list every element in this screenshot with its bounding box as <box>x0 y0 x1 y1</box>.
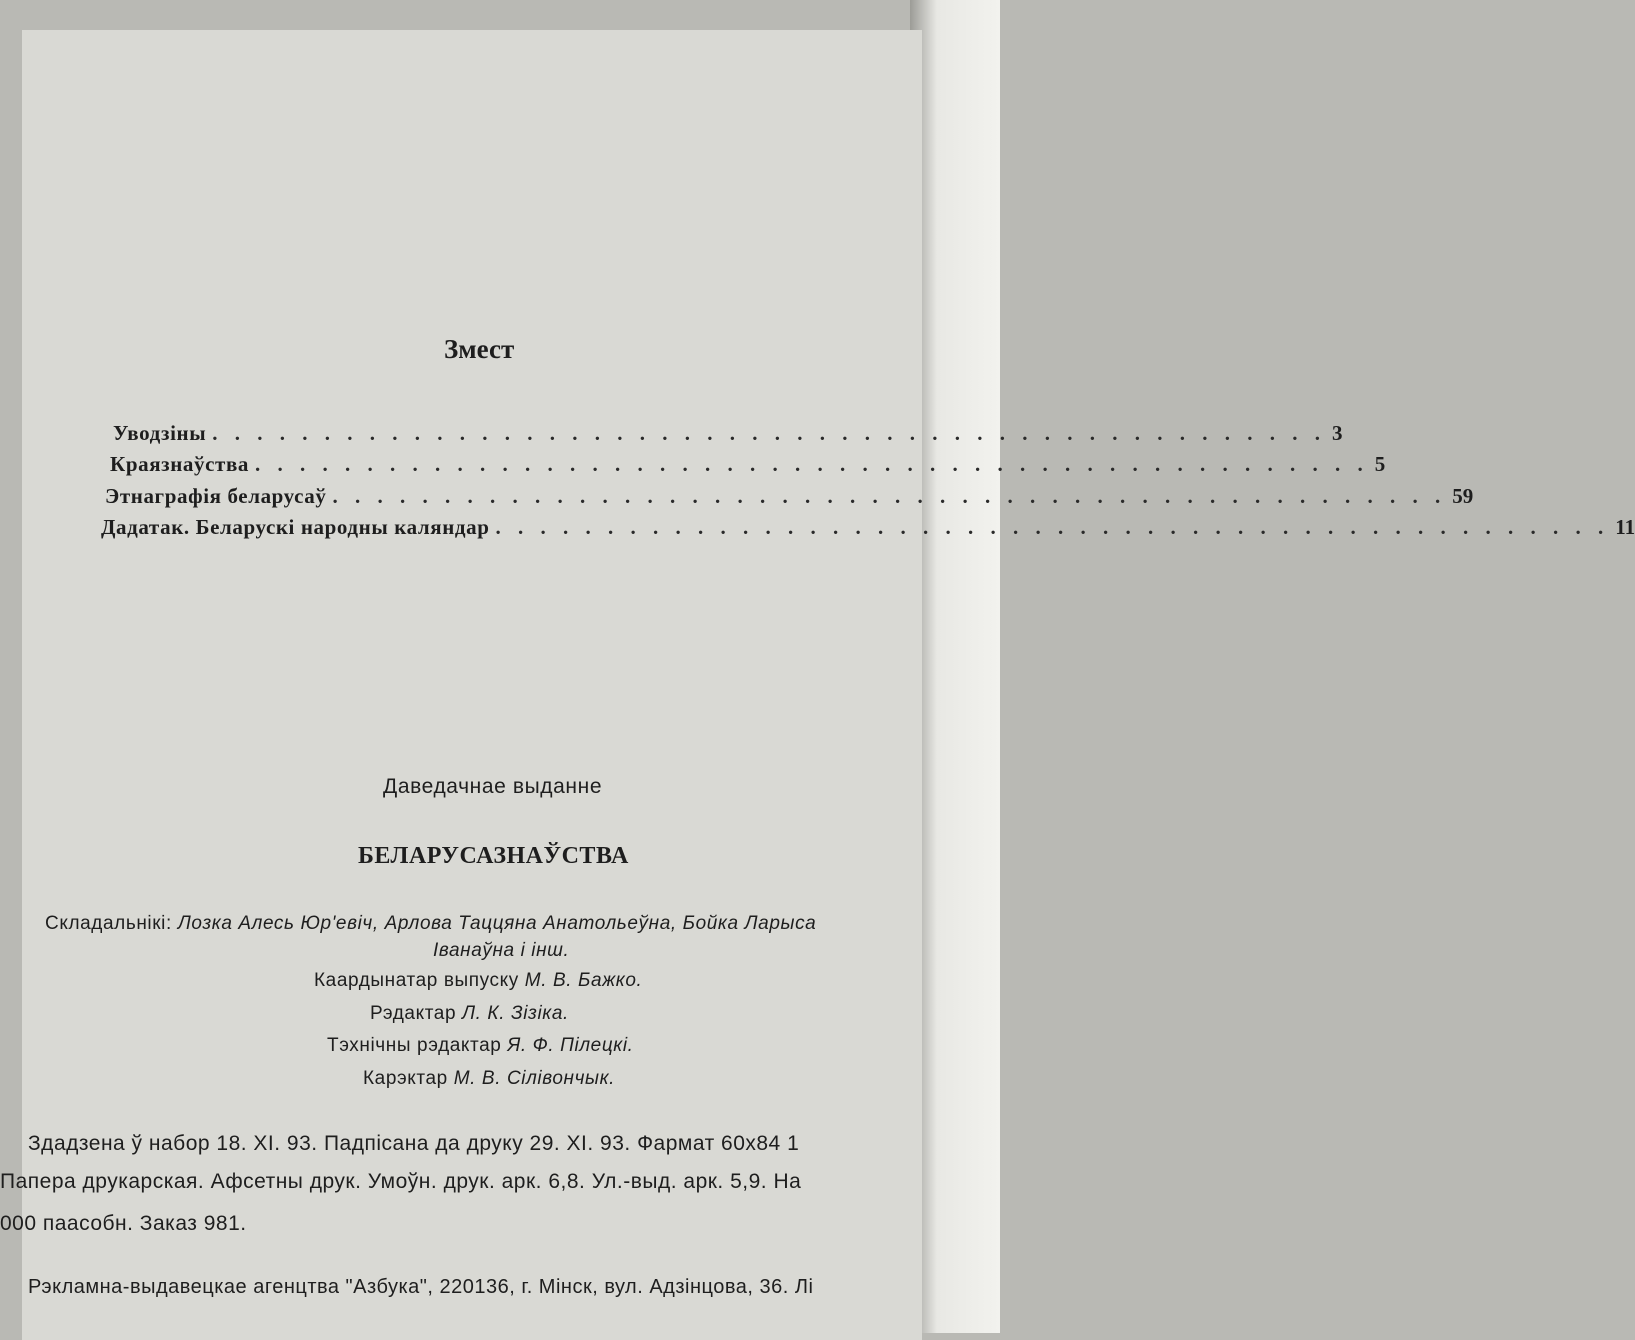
toc-entry <box>113 421 1343 451</box>
toc-entry <box>105 484 1474 514</box>
coordinator-line <box>314 970 642 992</box>
toc-leader-dots: . . . . . . . . . . . . . . . . . . . . . . . . . . . . . . . . . . . . . . . . . . . . . . . . . . <box>495 515 1610 539</box>
toc-entry <box>101 515 1635 545</box>
editor-line <box>370 1003 569 1025</box>
toc-entry-label: Дадатак. Беларускі народны каляндар <box>101 515 490 539</box>
editor-label: Рэдактар <box>370 1003 457 1024</box>
imprint-line-4: Рэкламна-выдавецкае агенцтва "Азбука", 220136, г. Мінск, вул. Адзінцова, 36. Лі <box>28 1276 814 1298</box>
toc-entry-label: Уводзіны <box>113 421 207 445</box>
toc-entry-page: 3 <box>1331 421 1343 445</box>
tech-editor-line <box>327 1035 634 1057</box>
toc-leader-dots: . . . . . . . . . . . . . . . . . . . . . . . . . . . . . . . . . . . . . . . . . . . . . . . . . . <box>212 421 1326 445</box>
toc-entry <box>110 452 1386 482</box>
edition-type: Даведачнае выданне <box>383 775 603 798</box>
proofreader-label: Карэктар <box>363 1068 448 1089</box>
proofreader-name: М. В. Сілівончык. <box>453 1068 616 1089</box>
toc-leader-dots: . . . . . . . . . . . . . . . . . . . . . . . . . . . . . . . . . . . . . . . . . . . . . . . . . . <box>254 452 1369 476</box>
coordinator-label: Каардынатар выпуску <box>314 970 519 991</box>
tech-editor-label: Тэхнічны рэдактар <box>327 1035 502 1056</box>
coordinator-name: М. В. Бажко. <box>524 970 643 991</box>
book-title: БЕЛАРУСАЗНАЎСТВА <box>358 843 629 869</box>
toc-leader-dots: . . . . . . . . . . . . . . . . . . . . . . . . . . . . . . . . . . . . . . . . . . . . . . . . . . <box>332 484 1447 508</box>
toc-entry-label: Этнаграфія беларусаў <box>105 484 327 508</box>
contents-title: Змест <box>444 334 515 364</box>
toc-entry-label: Краязнаўства <box>110 452 249 476</box>
imprint-line-2: Папера друкарская. Афсетны друк. Умоўн. друк. арк. 6,8. Ул.-выд. арк. 5,9. На <box>0 1170 802 1193</box>
toc-entry-page: 11 <box>1615 515 1635 539</box>
compilers-names-cont: Іванаўна і інш. <box>433 940 570 961</box>
compilers-label: Складальнікі: <box>45 913 172 934</box>
compilers-line <box>45 913 816 935</box>
editor-name: Л. К. Зізіка. <box>462 1003 569 1024</box>
imprint-line-1: Здадзена ў набор 18. XI. 93. Падпісана да друку 29. XI. 93. Фармат 60х84 1 <box>28 1132 800 1155</box>
toc-entry-page: 59 <box>1452 484 1474 508</box>
toc-entry-page: 5 <box>1374 452 1386 476</box>
adjacent-page-edge <box>910 0 1000 1333</box>
proofreader-line <box>363 1068 615 1090</box>
imprint-line-3: 000 паасобн. Заказ 981. <box>0 1212 247 1235</box>
compilers-names: Лозка Алесь Юр'евіч, Арлова Таццяна Анатольеўна, Бойка Ларыса <box>177 913 817 934</box>
tech-editor-name: Я. Ф. Пілецкі. <box>507 1035 634 1056</box>
